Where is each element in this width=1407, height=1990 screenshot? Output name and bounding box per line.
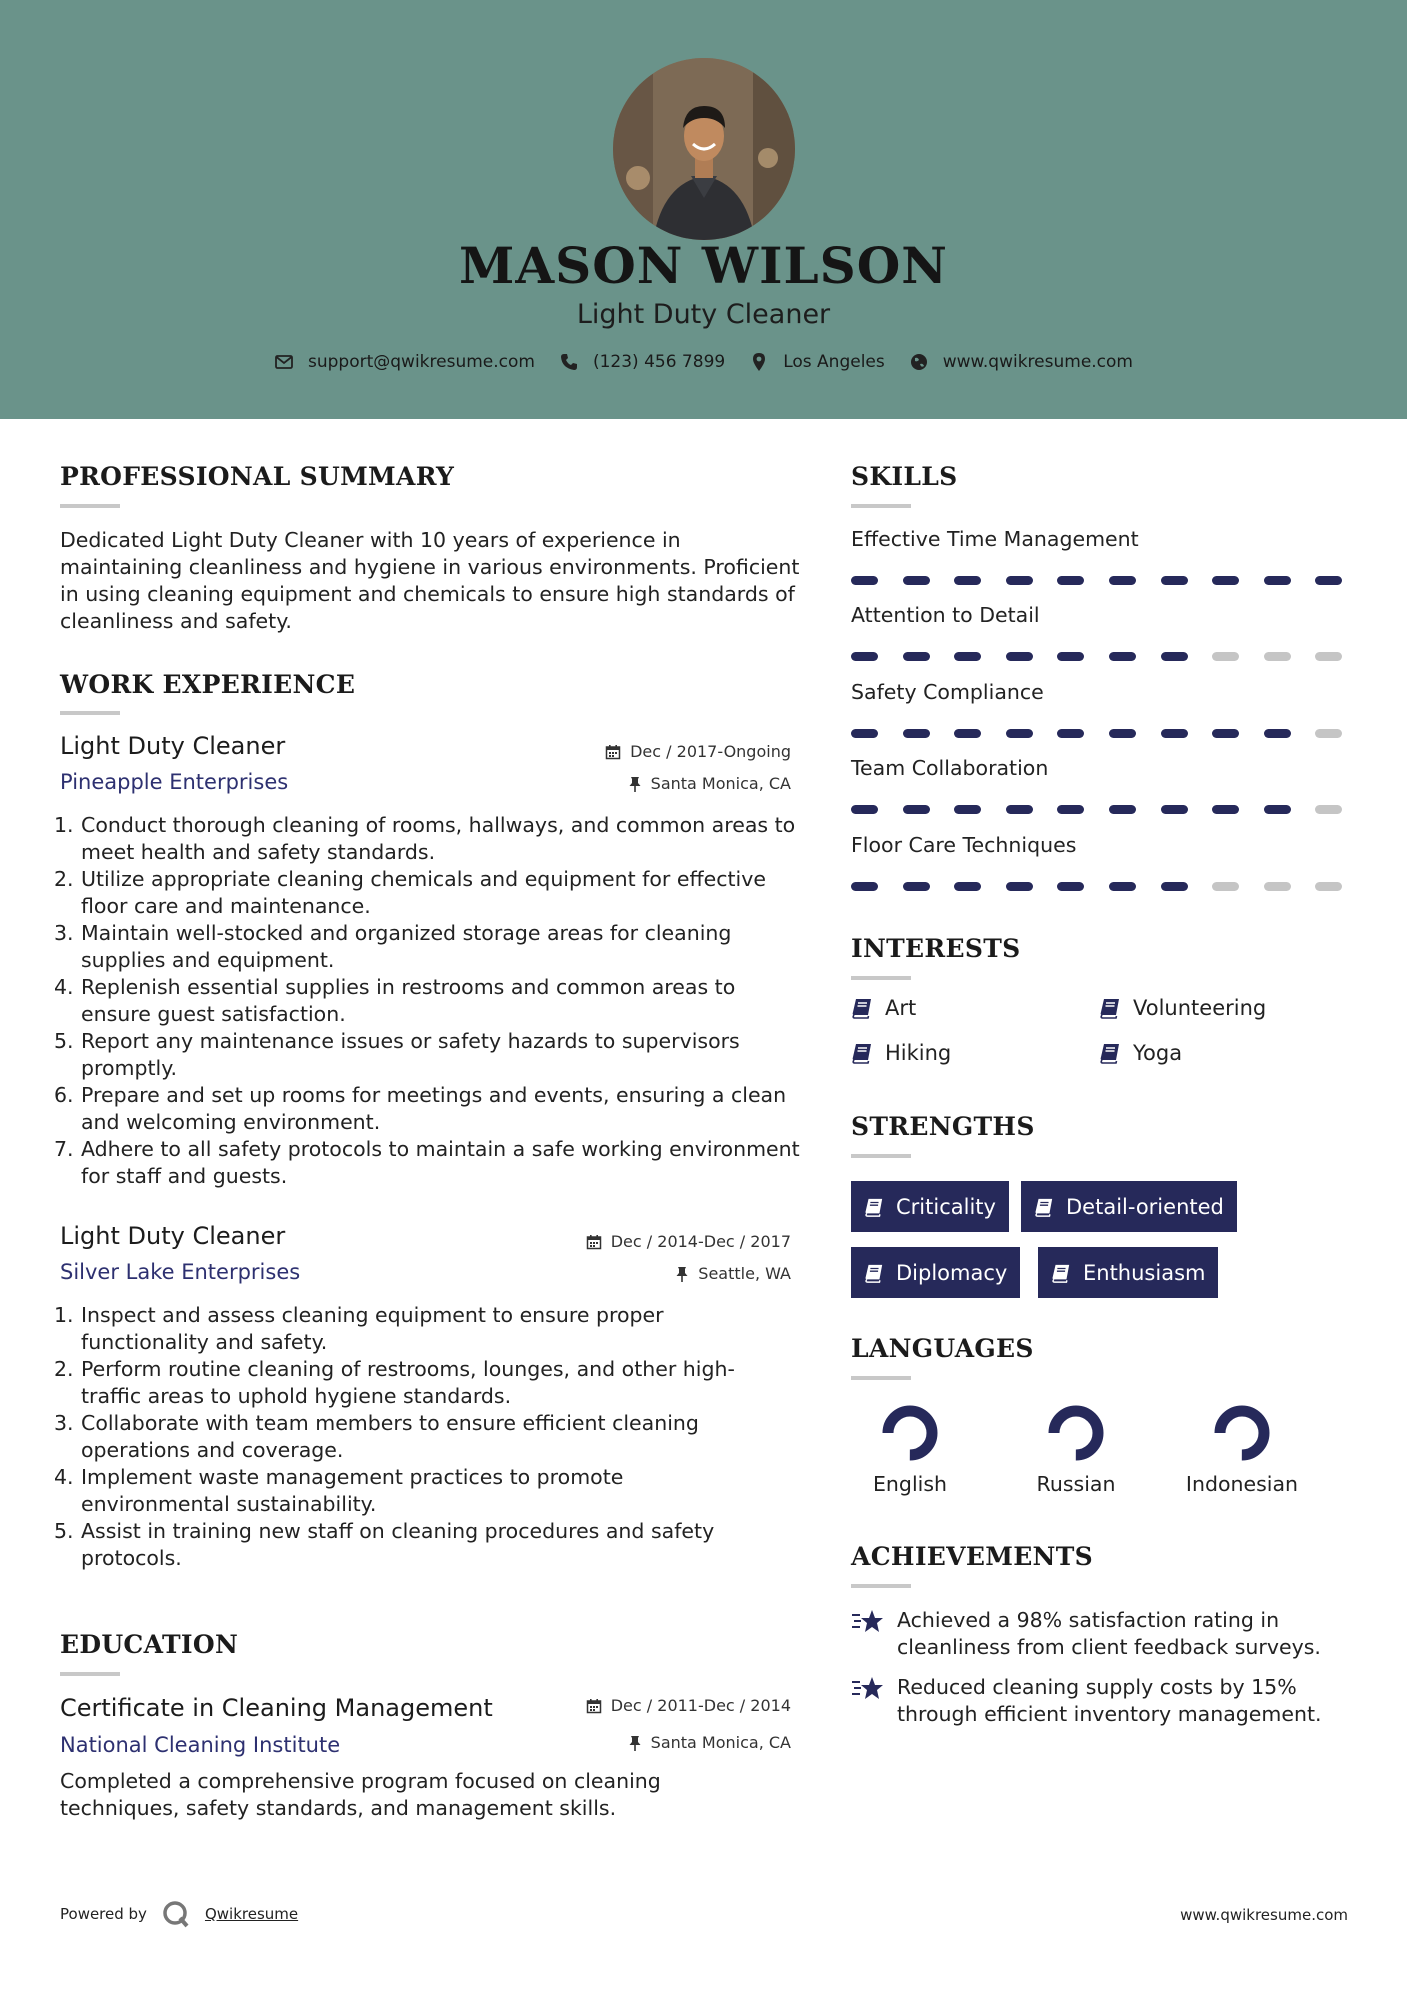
skill-rating: [851, 805, 1367, 814]
job-date: Dec / 2014-Dec / 2017: [586, 1232, 791, 1251]
footer-powered-by: [60, 1899, 298, 1929]
skill-rating: [851, 729, 1367, 738]
footer-website[interactable]: www.qwikresume.com: [1180, 1906, 1348, 1924]
education-divider: [60, 1672, 120, 1676]
list-item: 2. Perform routine cleaning of restrooms, lounges, and other high-traffic areas to uphold hygiene standards.: [54, 1357, 735, 1408]
education-location: Santa Monica, CA: [628, 1733, 791, 1752]
skill-dot: [1161, 576, 1188, 585]
language-level-ring: [1045, 1402, 1107, 1464]
interests-heading: INTERESTS: [851, 934, 1021, 963]
list-item: 3. Maintain well-stocked and organized storage areas for cleaning supplies and equipment.: [54, 921, 732, 972]
achievement-item: Reduced cleaning supply costs by 15% through efficient inventory management.: [851, 1674, 1361, 1728]
interests-divider: [851, 976, 911, 980]
skill-dot: [1109, 882, 1136, 891]
skill-dot: [1315, 576, 1342, 585]
skill-dot: [1212, 729, 1239, 738]
contact-phone[interactable]: [559, 352, 725, 372]
skill-dot: [1006, 652, 1033, 661]
skill-rating: [851, 882, 1367, 891]
skill-dot: [903, 729, 930, 738]
language-level-ring: [1211, 1402, 1273, 1464]
skill-dot: [851, 729, 878, 738]
skill-dot: [1315, 805, 1342, 814]
book-icon: [864, 1263, 884, 1283]
language-level-ring: [879, 1402, 941, 1464]
experience-heading: WORK EXPERIENCE: [60, 670, 356, 699]
education-heading: EDUCATION: [60, 1630, 239, 1659]
school-name: National Cleaning Institute: [60, 1733, 341, 1757]
list-item: 7. Adhere to all safety protocols to maintain a safe working environment for staff and guests.: [54, 1137, 800, 1188]
skill-label: Safety Compliance: [851, 679, 1044, 704]
interest-item: Art: [851, 996, 916, 1020]
book-icon: [851, 1042, 873, 1064]
skill-label: Attention to Detail: [851, 603, 1040, 628]
phone-icon: [559, 352, 579, 372]
language-level-arc: [1054, 1411, 1098, 1455]
experience-divider: [60, 711, 120, 715]
strengths-divider: [851, 1154, 911, 1158]
achievements-divider: [851, 1584, 911, 1588]
skill-dot: [1161, 729, 1188, 738]
job-location: Santa Monica, CA: [628, 774, 791, 793]
skill-label: Team Collaboration: [851, 756, 1049, 781]
strengths-heading: STRENGTHS: [851, 1112, 1035, 1141]
languages-heading: LANGUAGES: [851, 1334, 1034, 1363]
skill-dot: [903, 805, 930, 814]
skill-dot: [1315, 729, 1342, 738]
job-date: Dec / 2017-Ongoing: [605, 742, 791, 761]
qwikresume-logo-icon: [161, 1899, 191, 1929]
skill-dot: [1109, 729, 1136, 738]
language-level-arc: [888, 1411, 932, 1455]
skill-dot: [1109, 652, 1136, 661]
envelope-icon: [274, 352, 294, 372]
pushpin-icon: [675, 1266, 689, 1282]
skill-dot: [1212, 805, 1239, 814]
powered-by-label: Powered by: [60, 1905, 147, 1923]
strength-tag: Diplomacy: [851, 1247, 1020, 1298]
list-item: 2. Utilize appropriate cleaning chemicals and equipment for effective floor care and maintenance.: [54, 867, 766, 918]
skill-rating: [851, 576, 1367, 585]
strength-tag: Detail-oriented: [1021, 1181, 1237, 1232]
skill-dot: [954, 882, 981, 891]
list-item: 6. Prepare and set up rooms for meetings and events, ensuring a clean and welcoming environment.: [54, 1083, 787, 1134]
education-date: Dec / 2011-Dec / 2014: [586, 1696, 791, 1715]
skill-label: Effective Time Management: [851, 527, 1139, 551]
skill-dot: [903, 652, 930, 661]
globe-icon: [909, 352, 929, 372]
pushpin-icon: [628, 776, 642, 792]
skill-dot: [1006, 729, 1033, 738]
book-icon: [1099, 997, 1121, 1019]
skills-divider: [851, 504, 911, 508]
contact-location: [749, 352, 885, 372]
skill-rating: [851, 652, 1367, 661]
language-name: Russian: [1036, 1472, 1116, 1496]
list-item: 4. Implement waste management practices to promote environmental sustainability.: [54, 1465, 624, 1516]
phone-text: (123) 456 7899: [592, 352, 726, 372]
summary-text: Dedicated Light Duty Cleaner with 10 years of experience in maintaining cleanliness and hygiene in various environments. Proficient in using cleaning equipment and chemicals to ensure high standards of cleanliness and safety.: [60, 528, 800, 633]
calendar-icon: [586, 1698, 602, 1714]
profile-photo: [613, 58, 795, 240]
skill-dot: [851, 882, 878, 891]
skill-dot: [1315, 652, 1342, 661]
language-name: Indonesian: [1185, 1472, 1299, 1496]
skill-dot: [851, 805, 878, 814]
skill-dot: [1264, 652, 1291, 661]
skill-dot: [1006, 805, 1033, 814]
skill-dot: [1264, 576, 1291, 585]
language-level-arc: [1220, 1411, 1264, 1455]
skill-dot: [954, 576, 981, 585]
summary-divider: [60, 504, 120, 508]
degree-title: Certificate in Cleaning Management: [60, 1694, 493, 1722]
pushpin-icon: [628, 1735, 642, 1751]
skill-dot: [1264, 729, 1291, 738]
job-duties-list: [54, 1302, 760, 1572]
skill-dot: [1006, 576, 1033, 585]
skill-dot: [851, 576, 878, 585]
skill-dot: [1315, 882, 1342, 891]
map-pin-icon: [749, 352, 769, 372]
language-item: [835, 1402, 985, 1496]
skill-dot: [1161, 882, 1188, 891]
website-text: www.qwikresume.com: [942, 352, 1133, 372]
contact-email[interactable]: [274, 352, 535, 372]
book-icon: [851, 997, 873, 1019]
star-icon: [851, 1607, 885, 1637]
job-duties-list: [54, 812, 800, 1190]
book-icon: [1034, 1197, 1054, 1217]
job-title: Light Duty Cleaner: [60, 1222, 286, 1250]
skill-dot: [851, 652, 878, 661]
achievement-item: Achieved a 98% satisfaction rating in cleanliness from client feedback surveys.: [851, 1607, 1361, 1661]
job-company: Pineapple Enterprises: [60, 770, 289, 794]
skill-dot: [1057, 729, 1084, 738]
skill-dot: [903, 882, 930, 891]
skill-dot: [1109, 805, 1136, 814]
calendar-icon: [605, 744, 621, 760]
achievements-heading: ACHIEVEMENTS: [851, 1542, 1093, 1571]
skill-dot: [903, 576, 930, 585]
skill-dot: [1057, 882, 1084, 891]
job-title: Light Duty Cleaner: [60, 732, 286, 760]
languages-divider: [851, 1376, 911, 1380]
education-description: Completed a comprehensive program focused on cleaning techniques, safety standards, and management skills.: [60, 1769, 661, 1820]
header-banner: [0, 0, 1407, 419]
job-location: Seattle, WA: [675, 1264, 791, 1283]
contact-website[interactable]: [909, 352, 1133, 372]
list-item: 1. Inspect and assess cleaning equipment to ensure proper functionality and safety.: [54, 1303, 664, 1354]
interest-item: Volunteering: [1099, 996, 1266, 1020]
book-icon: [864, 1197, 884, 1217]
book-icon: [1099, 1042, 1121, 1064]
skill-dot: [1212, 652, 1239, 661]
summary-heading: PROFESSIONAL SUMMARY: [60, 462, 455, 491]
list-item: 4. Replenish essential supplies in restrooms and common areas to ensure guest satisfaction.: [54, 975, 736, 1026]
skill-dot: [1212, 882, 1239, 891]
strength-tag: Criticality: [851, 1181, 1009, 1232]
email-text: support@qwikresume.com: [308, 352, 535, 372]
list-item: 1. Conduct thorough cleaning of rooms, hallways, and common areas to meet health and safety standards.: [54, 813, 796, 864]
skill-dot: [1161, 652, 1188, 661]
skill-dot: [954, 805, 981, 814]
skill-dot: [1161, 805, 1188, 814]
star-icon: [851, 1674, 885, 1704]
book-icon: [1051, 1263, 1071, 1283]
language-item: [1001, 1402, 1151, 1496]
skill-dot: [1057, 652, 1084, 661]
language-item: [1167, 1402, 1317, 1496]
language-name: English: [872, 1472, 948, 1496]
skill-dot: [1264, 882, 1291, 891]
list-item: 5. Report any maintenance issues or safety hazards to supervisors promptly.: [54, 1029, 740, 1080]
candidate-name: MASON WILSON: [459, 236, 948, 295]
skill-label: Floor Care Techniques: [851, 832, 1077, 857]
skill-dot: [1109, 576, 1136, 585]
skill-dot: [1212, 576, 1239, 585]
skill-dot: [954, 729, 981, 738]
skill-dot: [954, 652, 981, 661]
location-text: Los Angeles: [783, 352, 885, 372]
skill-dot: [1006, 882, 1033, 891]
calendar-icon: [586, 1234, 602, 1250]
skill-dot: [1264, 805, 1291, 814]
contact-bar: [0, 352, 1407, 372]
list-item: 5. Assist in training new staff on cleaning procedures and safety protocols.: [54, 1519, 715, 1570]
skills-heading: SKILLS: [851, 462, 958, 491]
skill-dot: [1057, 576, 1084, 585]
job-company: Silver Lake Enterprises: [60, 1260, 301, 1284]
brand-link[interactable]: Qwikresume: [204, 1905, 299, 1923]
list-item: 3. Collaborate with team members to ensure efficient cleaning operations and coverage.: [54, 1411, 699, 1462]
candidate-role: Light Duty Cleaner: [576, 299, 831, 330]
interest-item: Yoga: [1099, 1041, 1182, 1065]
interest-item: Hiking: [851, 1041, 951, 1065]
skill-dot: [1057, 805, 1084, 814]
strength-tag: Enthusiasm: [1038, 1247, 1218, 1298]
